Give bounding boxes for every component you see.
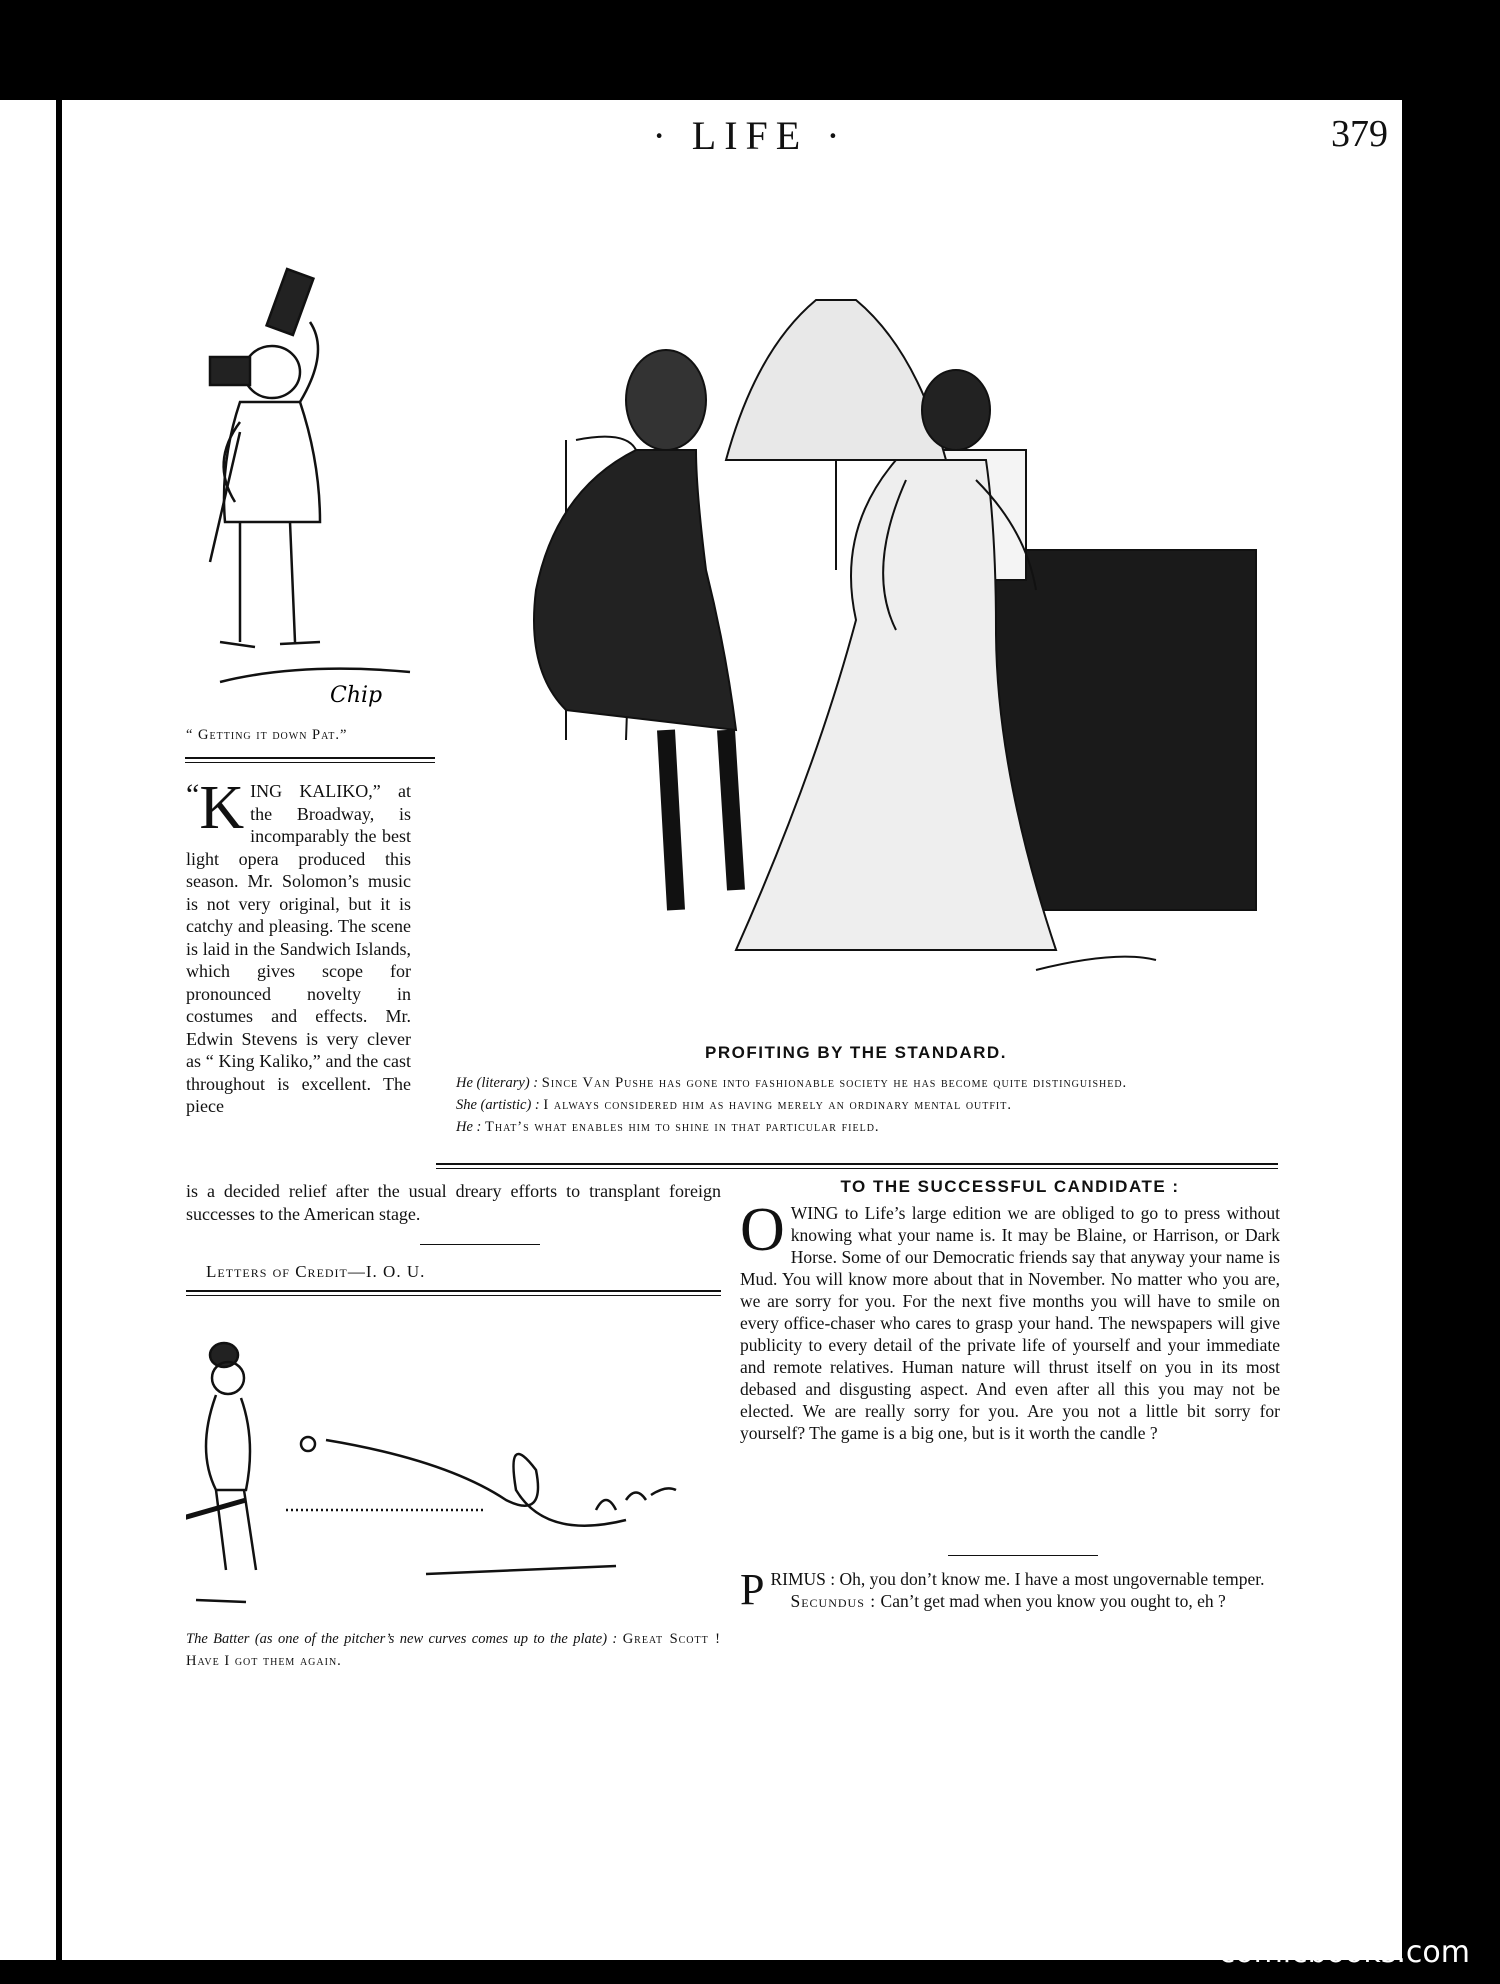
divider — [186, 1290, 721, 1292]
artist-signature: Chip — [330, 683, 383, 708]
dropcap-p: P — [740, 1565, 765, 1614]
divider — [186, 1295, 721, 1296]
divider — [948, 1555, 1098, 1556]
drinking-man-drawing — [180, 262, 430, 712]
dialogue-text: That’s what enables him to shine in that particular field. — [485, 1119, 880, 1135]
open-quote: “ — [186, 778, 200, 811]
dropcap-k: K — [199, 774, 245, 842]
candidate-body: WING to Life’s large edition we are obliged to go to press without knowing what your name is. It may be Blaine, or Harrison, or Dark Horse. Some of our Democratic friends say that anyway your name is Mud. You will know more about that in November. No matter who you are, we are sorry for you. For the next five months you will have to smile on every office-chaser who cares to grasp your hand. The newspapers will give publicity to every detail of the private life of yourself and your immediate and remote relatives. Human nature will thrust itself on you in its most debased and disgusting aspect. And even after all this you may not be elected. We are really sorry for you. Are you not a little bit sorry for yourself? The game is a big one, but is it worth the candle ? — [740, 1203, 1280, 1443]
secundus-label: Secundus : — [790, 1591, 877, 1611]
divider — [185, 762, 435, 763]
divider — [436, 1168, 1278, 1169]
dialogue-line — [436, 1116, 1276, 1138]
batter-caption-text: Great Scott ! Have I got them again. — [186, 1631, 721, 1669]
dialogue-block — [436, 1072, 1276, 1138]
speaker-label: He : — [456, 1119, 482, 1135]
divider — [185, 757, 435, 759]
parlor-scene-drawing — [436, 270, 1278, 1032]
batter-drawing — [186, 1310, 721, 1620]
dialogue-line — [436, 1094, 1276, 1116]
page-number: 379 — [1331, 113, 1388, 155]
secundus-line: Can’t get mad when you know you ought to, eh ? — [880, 1591, 1226, 1611]
speaker-label: He (literary) : — [456, 1075, 539, 1091]
candidate-heading: TO THE SUCCESSFUL CANDIDATE : — [840, 1177, 1180, 1196]
speaker-label: She (artistic) : — [456, 1097, 540, 1113]
primus-dialogue — [740, 1565, 1280, 1614]
king-kaliko-article — [186, 774, 412, 1118]
article-body: at the Broadway, is incomparably the best light opera produced this season. Mr. Solomon’s music is not very original, but it is catchy and pleasing. The scene is laid in the Sandwich Islands, which gives scope for pronounced novelty in costumes and effects. Mr. Edwin Stevens is very clever as “ King Kaliko,” and the cast throughout is excellent. The piece — [186, 781, 412, 1116]
dialogue-text: Since Van Pushe has gone into fashionable society he has become quite distinguished. — [541, 1075, 1128, 1091]
divider — [420, 1244, 540, 1245]
candidate-article — [740, 1196, 1280, 1444]
article-lead: ING KALIKO,” — [250, 781, 381, 801]
primus-label: RIMUS : — [770, 1569, 836, 1589]
batter-illustration — [186, 1310, 721, 1620]
dialogue-line — [436, 1072, 1276, 1094]
site-watermark: comicbooks.com — [1218, 1935, 1470, 1970]
drinking-man-illustration — [180, 262, 430, 712]
batter-caption-italic: The Batter (as one of the pitcher’s new curves comes up to the plate) : — [186, 1631, 618, 1647]
page-title: · LIFE · — [652, 113, 848, 158]
adjacent-page-edge — [0, 100, 56, 1960]
dialogue-text: I always considered him as having merely an ordinary mental outfit. — [543, 1097, 1012, 1113]
batter-caption — [186, 1628, 721, 1672]
getting-it-down-caption: “ Getting it down Pat.” — [186, 727, 348, 743]
primus-line: Oh, you don’t know me. I have a most ungovernable temper. — [839, 1569, 1265, 1589]
divider — [436, 1163, 1278, 1165]
king-kaliko-continuation: is a decided relief after the usual dreary efforts to transplant foreign successes to the American stage. — [186, 1181, 721, 1224]
letters-of-credit: Letters of Credit—I. O. U. — [206, 1262, 426, 1281]
dropcap-o: O — [740, 1196, 785, 1264]
parlor-scene-illustration — [436, 270, 1278, 1032]
main-illustration-caption: PROFITING BY THE STANDARD. — [705, 1043, 1007, 1062]
